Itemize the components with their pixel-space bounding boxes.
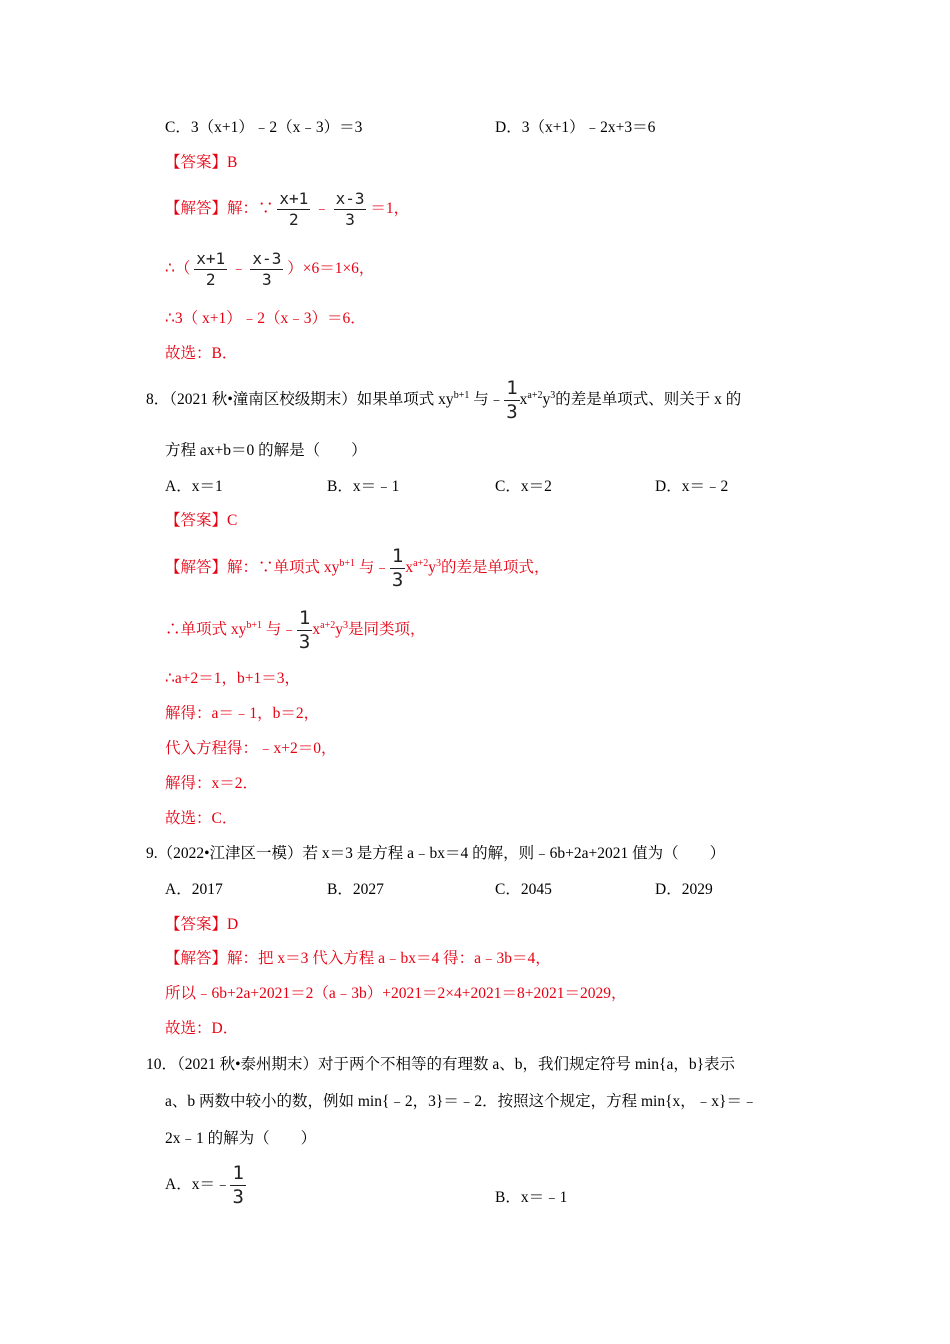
q7-sol-frac2-num: x-3 [335,188,365,208]
q8-stem-sup2: a+2 [527,390,543,401]
q7-line2-frac1-den: 2 [205,269,216,289]
q8-stem-frac-num: 1 [506,376,518,399]
q8-sol1-sup2: a+2 [413,558,429,569]
q8-sol1-c: x [405,559,414,576]
q9-option-b: B．2027 [327,881,384,898]
q8-solution-line5: 代入方程得：﹣x+2＝0， [165,740,337,757]
q7-sol-fraction-2 [334,188,367,229]
q8-sol1-frac-den: 3 [391,568,404,591]
q8-stem-frac-den: 3 [506,400,518,423]
q9-choice: 故选：D． [165,1020,239,1037]
q8-sol1-fraction [390,544,405,591]
q10-option-a-den: 3 [232,1185,244,1208]
q8-stem-line1 [146,375,741,425]
q8-solution-line3: ∴a+2＝1，b+1＝3， [165,670,300,687]
q7-option-c: C．3（x+1）﹣2（x﹣3）＝3 [165,119,363,136]
q8-sol1-a: 【解答】解：∵单项式 xy [165,559,340,576]
q9-solution-line2: 所以﹣6b+2a+2021＝2（a﹣3b）+2021＝2×4+2021＝8+2021＝2029， [165,985,627,1002]
q8-solution-line1 [165,543,549,593]
q8-option-d: D．x＝﹣2 [655,478,729,495]
q7-answer: 【答案】B [165,154,238,171]
q10-option-a-prefix: A．x＝﹣ [165,1176,231,1193]
q7-line2-fraction-2 [250,248,283,289]
q8-stem-a: 8．（2021 秋•潼南区校级期末）如果单项式 xy [146,391,454,408]
q8-sol1-frac-num: 1 [391,544,404,567]
q7-choice: 故选：B． [165,345,238,362]
q7-line2-frac2-den: 3 [262,269,272,289]
q8-option-b: B．x＝﹣1 [327,478,400,495]
q7-option-d: D．3（x+1）﹣2x+3＝6 [495,119,656,136]
q8-sol2-fraction [297,606,312,653]
q7-solution-line1 [165,186,409,232]
q7-line2-minus: ﹣ [231,260,247,277]
q8-sol1-sup1: b+1 [339,558,356,569]
q8-option-a: A．x＝1 [165,478,223,495]
q8-sol2-frac-num: 1 [298,606,311,629]
q7-solution-line3: ∴3（ x+1）﹣2（x﹣3）＝6． [165,310,366,327]
q8-stem-sup3: 3 [550,390,556,401]
q9-option-a: A．2017 [165,881,223,898]
q7-line2-suffix: ）×6＝1×6， [287,260,375,277]
q7-line2-fraction-1 [194,248,227,289]
q8-stem-b: 与﹣ [473,391,505,408]
q7-sol-frac1-den: 2 [289,209,299,229]
q8-sol2-frac-den: 3 [298,630,311,653]
q8-sol1-e: 的差是单项式， [440,559,550,576]
q7-sol-prefix: 【解答】解：∵ [165,200,274,217]
q10-option-a [165,1160,246,1210]
q10-stem-line3: 2x﹣1 的解为（ ） [165,1130,317,1147]
q7-sol-equals: ＝1， [370,200,410,217]
q8-sol2-sup1: b+1 [246,620,263,631]
q8-sol2-sup2: a+2 [320,620,336,631]
q8-sol1-sup3: 3 [435,558,441,569]
q8-sol2-d: y [335,621,343,638]
q9-stem: 9.（2022•江津区一模）若 x＝3 是方程 a﹣bx＝4 的解，则﹣6b+2a+2021 值为（ ） [146,845,726,862]
q8-sol2-sup3: 3 [342,620,348,631]
q7-sol-minus: ﹣ [314,200,330,217]
q7-sol-frac2-den: 3 [345,209,355,229]
q7-solution-line2 [165,246,374,292]
q8-sol2-e: 是同类项， [347,621,426,638]
q10-option-a-num: 1 [232,1161,244,1184]
q8-stem-line2: 方程 ax+b＝0 的解是（ ） [165,442,367,459]
q9-solution-line1: 【解答】解：把 x＝3 代入方程 a﹣bx＝4 得：a﹣3b＝4， [165,950,551,967]
q8-stem-e: 的差是单项式、则关于 x 的 [555,391,742,408]
q10-stem-line1: 10．（2021 秋•泰州期末）对于两个不相等的有理数 a、b，我们规定符号 min{a，b}表示 [146,1056,736,1073]
q10-option-b: B．x＝﹣1 [495,1189,568,1206]
q8-solution-line4: 解得：a＝﹣1，b＝2， [165,705,320,722]
q8-stem-sup1: b+1 [453,390,470,401]
q8-stem-fraction [504,376,519,423]
q9-option-d: D．2029 [655,881,713,898]
q8-sol1-d: y [428,559,436,576]
q9-answer: 【答案】D [165,916,239,933]
q8-sol2-b: 与﹣ [265,621,297,638]
q8-stem-c: x [519,391,528,408]
q8-sol2-a: ∴单项式 xy [165,621,247,638]
q7-sol-fraction-1 [277,188,310,229]
q8-sol1-b: 与﹣ [358,559,390,576]
q8-sol2-c: x [312,621,321,638]
q8-option-c: C．x＝2 [495,478,552,495]
q10-option-a-fraction [230,1161,245,1208]
q7-line2-frac2-num: x-3 [252,248,282,268]
q8-solution-line2 [165,605,425,655]
q8-stem-d: y [542,391,551,408]
q7-line2-frac1-num: x+1 [196,248,226,268]
q8-choice: 故选：C． [165,810,238,827]
q7-line2-prefix: ∴（ [165,260,191,277]
q9-option-c: C．2045 [495,881,552,898]
q10-stem-line2: a、b 两数中较小的数，例如 min{﹣2，3}＝﹣2．按照这个规定，方程 min{x，﹣x}＝﹣ [165,1093,758,1110]
q8-solution-line6: 解得：x＝2． [165,775,259,792]
q7-sol-frac1-num: x+1 [279,188,309,208]
q8-answer: 【答案】C [165,512,238,529]
